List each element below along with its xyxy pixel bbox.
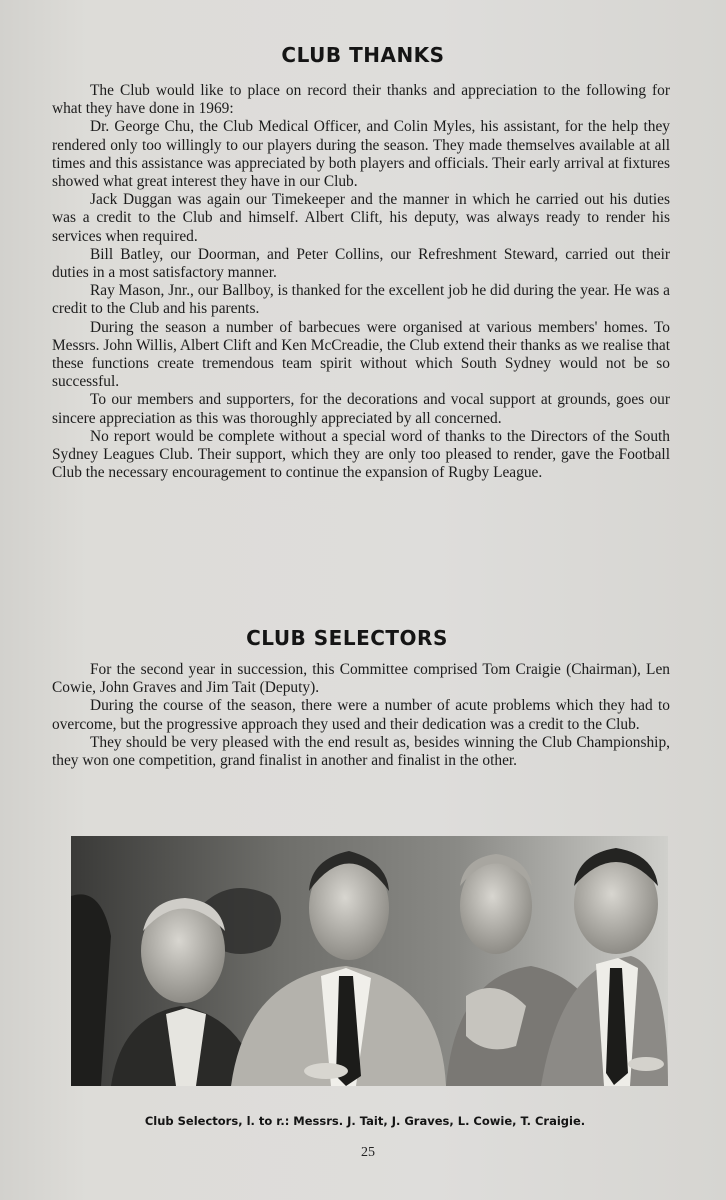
thanks-paragraph: Ray Mason, Jnr., our Ballboy, is thanked for the excellent job he did during the year. He was a credit to the Club and his parents. — [52, 282, 670, 318]
club-thanks-section — [52, 82, 670, 482]
selectors-photo — [71, 836, 668, 1086]
selectors-paragraph: During the course of the season, there were a number of acute problems which they had to overcome, but the progressive approach they used and their dedication was a credit to the Club. — [52, 697, 670, 733]
thanks-paragraph: Jack Duggan was again our Timekeeper and the manner in which he carried out his duties was a credit to the Club and himself. Albert Clift, his deputy, was always ready to render his services when required. — [52, 191, 670, 245]
club-selectors-heading: CLUB SELECTORS — [246, 626, 448, 650]
club-thanks-heading: CLUB THANKS — [281, 43, 445, 67]
thanks-paragraph: During the season a number of barbecues were organised at various members' homes. To Messrs. John Willis, Albert Clift and Ken McCreadie, the Club extend their thanks as we realise that these functions create tremendous team spirit without which South Sydney would not be so successful. — [52, 318, 670, 391]
photo-caption: Club Selectors, l. to r.: Messrs. J. Tait, J. Graves, L. Cowie, T. Craigie. — [144, 1114, 586, 1128]
thanks-paragraph: Dr. George Chu, the Club Medical Officer, and Colin Myles, his assistant, for the help they rendered only too willingly to our players during the season. They made themselves available at all times and this assistance was appreciated by both players and officials. Their early arrival at fixtures showed what great interest they have in our Club. — [52, 118, 670, 191]
selectors-paragraph: For the second year in succession, this Committee comprised Tom Craigie (Chairman), Len Cowie, John Graves and Jim Tait (Deputy). — [52, 661, 670, 697]
selectors-paragraph: They should be very pleased with the end result as, besides winning the Club Championship, they won one competition, grand finalist in another and finalist in the other. — [52, 733, 670, 770]
thanks-paragraph: Bill Batley, our Doorman, and Peter Collins, our Refreshment Steward, carried out their duties in a most satisfactory manner. — [52, 245, 670, 282]
page-number: 25 — [361, 1145, 375, 1160]
thanks-paragraph: To our members and supporters, for the decorations and vocal support at grounds, goes our sincere appreciation as this was thoroughly appreciated by all concerned. — [52, 391, 670, 427]
thanks-paragraph: The Club would like to place on record their thanks and appreciation to the following for what they have done in 1969: — [52, 82, 670, 118]
thanks-paragraph: No report would be complete without a special word of thanks to the Directors of the South Sydney Leagues Club. Their support, which they are only too pleased to render, gave the Football Club the necessary encouragement to continue the expansion of Rugby League. — [52, 427, 670, 482]
club-selectors-section — [52, 661, 670, 770]
